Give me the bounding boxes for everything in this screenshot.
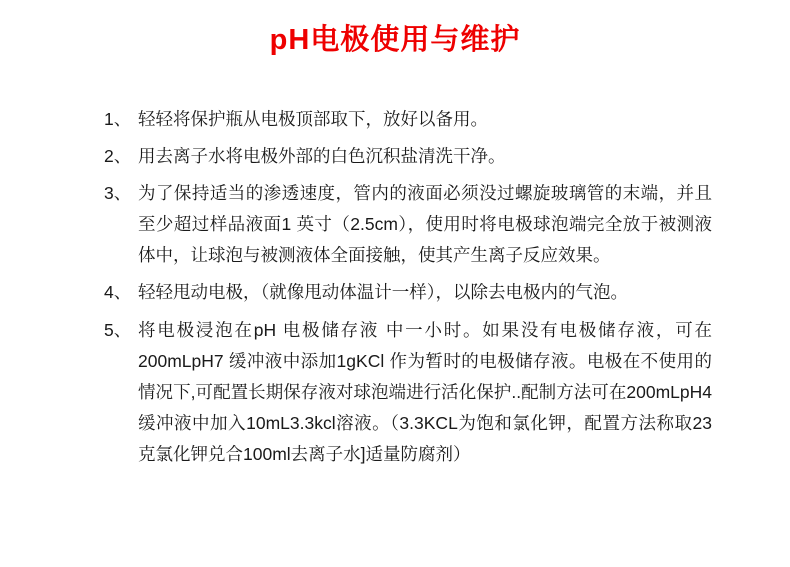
list-item-number: 5、 xyxy=(104,319,132,340)
list-item xyxy=(104,277,712,308)
page-title: pH电极使用与维护 xyxy=(269,24,521,56)
list-item-text: 轻轻甩动电极，（就像甩动体温计一样），以除去电极内的气泡。 xyxy=(138,282,628,303)
list-item-number: 2、 xyxy=(104,145,132,166)
list-item-text: 用去离子水将电极外部的白色沉积盐清洗干净。 xyxy=(138,145,506,166)
list-item xyxy=(104,178,712,271)
list-item xyxy=(104,315,712,471)
instruction-list xyxy=(0,104,790,471)
list-item-number: 3、 xyxy=(104,182,132,203)
list-item-text: 为了保持适当的渗透速度，管内的液面必须没过螺旋玻璃管的末端，并且至少超过样品液面1 英寸（2.5cm），使用时将电极球泡端完全放于被测液体中，让球泡与被测液体全面接触，使其产生离子反应效果。 xyxy=(138,182,712,266)
list-item-number: 1、 xyxy=(104,108,132,129)
document-page xyxy=(0,22,790,567)
list-item xyxy=(104,141,712,172)
list-item-number: 4、 xyxy=(104,282,132,303)
list-item xyxy=(104,104,712,135)
list-item-text: 将电极浸泡在pH 电极储存液 中一小时。如果没有电极储存液，可在200mLpH7 缓冲液中添加1gKCl 作为暂时的电极储存液。电极在不使用的情况下,可配置长期保存液对球泡端进行活化保护..配制方法可在200mLpH4缓冲液中加入10mL3.3kcl溶液。（3.3KCL为饱和氯化钾，配置方法称取23克氯化钾兑合100ml去离子水]适量防腐剂） xyxy=(138,319,712,465)
list-item-text: 轻轻将保护瓶从电极顶部取下，放好以备用。 xyxy=(138,108,488,129)
